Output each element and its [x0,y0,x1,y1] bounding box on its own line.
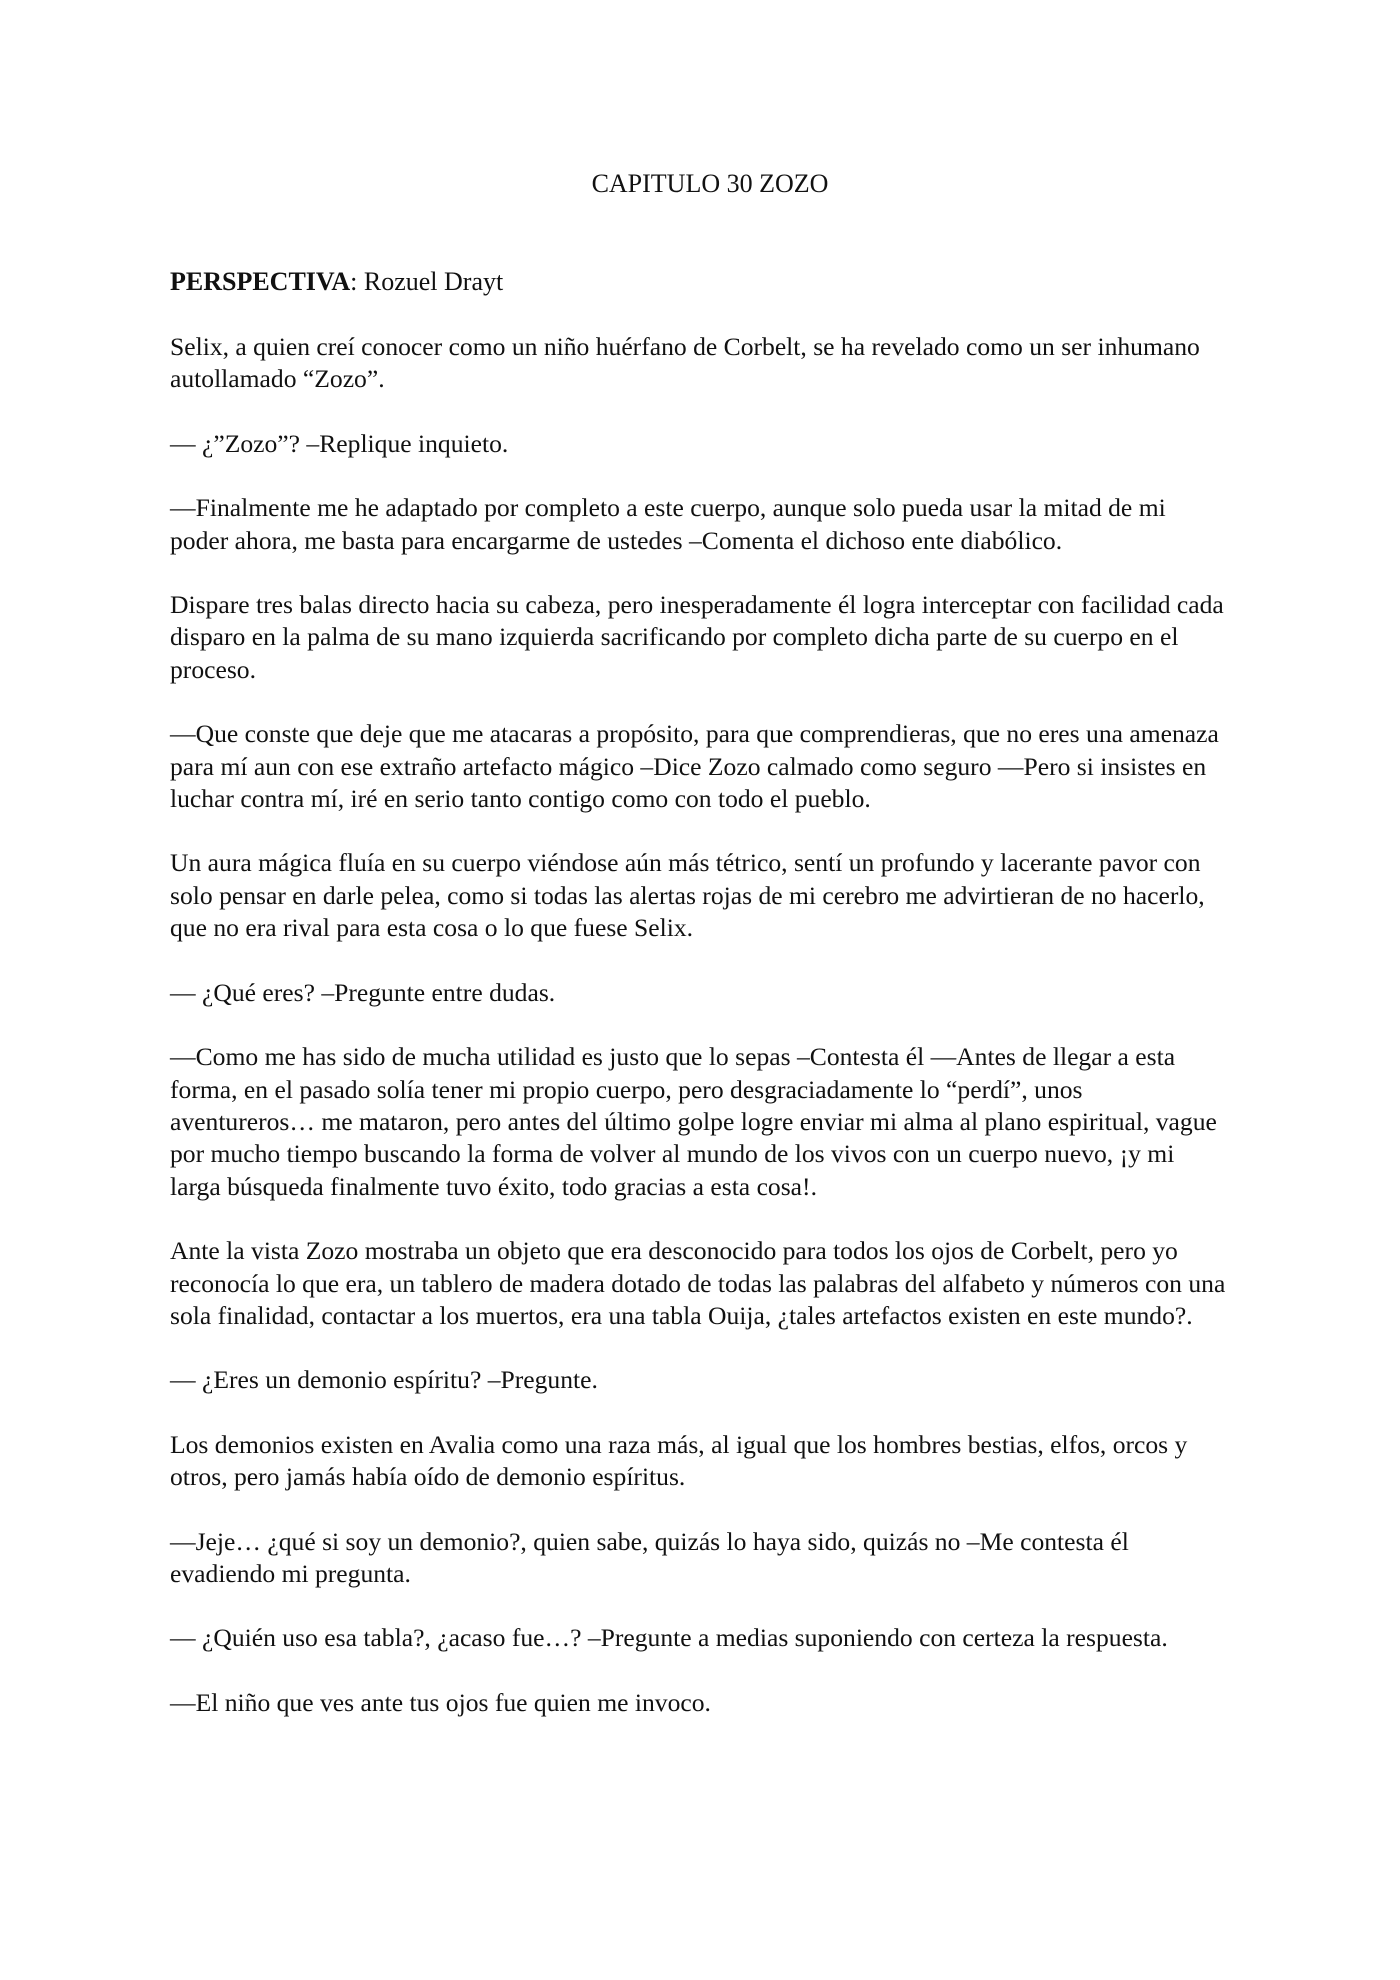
perspective-label: PERSPECTIVA [170,267,351,296]
perspective-separator: : [350,267,364,296]
paragraph: Dispare tres balas directo hacia su cabeza, pero inesperadamente él logra interceptar con facilidad cada disparo en la palma de su mano izquierda sacrificando por completo dicha parte de su cuerpo en el proceso. [170,590,1224,684]
perspective-value: Rozuel Drayt [363,267,504,296]
paragraph: Los demonios existen en Avalia como una raza más, al igual que los hombres bestias, elfos, orcos y otros, pero jamás había oído de demonio espíritus. [170,1429,1188,1492]
perspective-line [170,266,1230,298]
paragraph: — ¿Qué eres? –Pregunte entre dudas. [170,977,556,1007]
paragraph: —Que conste que deje que me atacaras a propósito, para que comprendieras, que no eres una amenaza para mí aun con ese extraño artefacto mágico –Dice Zozo calmado como seguro —Pero si insistes en luchar contra mí, iré en serio tanto contigo como con todo el pueblo. [170,719,1219,814]
paragraph: Un aura mágica fluía en su cuerpo viéndose aún más tétrico, sentí un profundo y lacerante pavor con solo pensar en darle pelea, como si todas las alertas rojas de mi cerebro me advirtieran de no hacerlo, que no era rival para esta cosa o lo que fuese Selix. [170,848,1205,943]
paragraph: Selix, a quien creí conocer como un niño huérfano de Corbelt, se ha revelado como un ser inhumano autollamado “Zozo”. [170,332,1200,394]
paragraph: Ante la vista Zozo mostraba un objeto que era desconocido para todos los ojos de Corbelt, pero yo reconocía lo que era, un tablero de madera dotado de todas las palabras del alfabeto y números con una sola finalidad, contactar a los muertos, era una tabla Ouija, ¿tales artefactos existen en este mundo?. [170,1236,1226,1330]
paragraph: —El niño que ves ante tus ojos fue quien me invoco. [170,1687,711,1717]
paragraph: — ¿”Zozo”? –Replique inquieto. [170,428,509,458]
paragraph: — ¿Eres un demonio espíritu? –Pregunte. [170,1365,598,1395]
chapter-title: CAPITULO 30 ZOZO [591,169,829,198]
paragraph: —Como me has sido de mucha utilidad es justo que lo sepas –Contesta él —Antes de llegar a esta forma, en el pasado solía tener mi propio cuerpo, pero desgraciadamente lo “perdí”, unos aventureros… me mataron, pero antes del último golpe logre enviar mi alma al plano espiritual, vague por mucho tiempo buscando la forma de volver al mundo de los vivos con un cuerpo nuevo, ¡y mi larga búsqueda finalmente tuvo éxito, todo gracias a esta cosa!. [170,1042,1217,1201]
paragraph: — ¿Quién uso esa tabla?, ¿acaso fue…? –Pregunte a medias suponiendo con certeza la respuesta. [170,1623,1168,1653]
paragraph: —Finalmente me he adaptado por completo a este cuerpo, aunque solo pueda usar la mitad de mi poder ahora, me basta para encargarme de ustedes –Comenta el dichoso ente diabólico. [170,493,1166,555]
paragraph: —Jeje… ¿qué si soy un demonio?, quien sabe, quizás lo haya sido, quizás no –Me contesta él evadiendo mi pregunta. [170,1526,1129,1588]
